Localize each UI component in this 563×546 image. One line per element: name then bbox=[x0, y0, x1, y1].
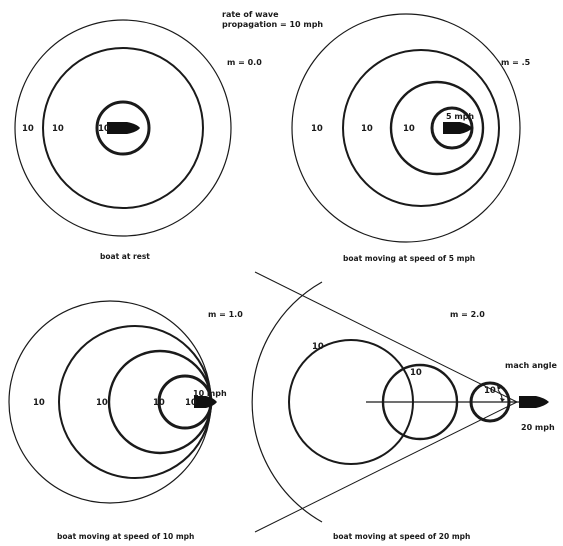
ring-label-middle: 10 bbox=[96, 398, 108, 408]
angle-label: mach angle bbox=[505, 361, 557, 370]
panel-caption: boat moving at speed of 5 mph bbox=[343, 254, 476, 263]
ring-label-middle: 10 bbox=[361, 124, 373, 134]
ring-label-inner: 10 bbox=[98, 124, 110, 134]
boat-icon bbox=[443, 122, 472, 134]
header-line-2: propagation = 10 mph bbox=[222, 20, 324, 29]
ring-label-outer: 10 bbox=[33, 398, 45, 408]
panel-caption: boat moving at speed of 20 mph bbox=[333, 532, 471, 541]
ring-label-third: 10 bbox=[153, 398, 165, 408]
ring-label-outer: 10 bbox=[22, 124, 34, 134]
speed-label: 20 mph bbox=[521, 423, 555, 432]
panel-caption: boat at rest bbox=[100, 252, 150, 261]
wave-cone-lower bbox=[255, 402, 517, 532]
ring-label-inner: 10 bbox=[185, 398, 197, 408]
mach-number-label: m = .5 bbox=[501, 58, 531, 67]
mach-number-label: m = 2.0 bbox=[450, 310, 485, 319]
panel-boat-5mph bbox=[292, 14, 531, 263]
ring-label-large: 10 bbox=[410, 368, 422, 378]
header-line-1: rate of wave bbox=[222, 10, 279, 19]
wave-ring-outer-arc bbox=[252, 282, 322, 522]
mach-number-label: m = 1.0 bbox=[208, 310, 243, 319]
ring-label-third: 10 bbox=[403, 124, 415, 134]
ring-label-middle: 10 bbox=[52, 124, 64, 134]
ring-label-outer: 10 bbox=[312, 342, 324, 352]
speed-label: 5 mph bbox=[446, 112, 475, 121]
panel-boat-at-rest bbox=[15, 20, 262, 261]
panel-caption: boat moving at speed of 10 mph bbox=[57, 532, 195, 541]
panel-boat-10mph bbox=[9, 301, 243, 541]
ring-label-middle: 10 bbox=[484, 386, 496, 396]
boat-icon bbox=[107, 122, 140, 134]
speed-label: 10 mph bbox=[193, 389, 227, 398]
mach-number-label: m = 0.0 bbox=[227, 58, 262, 67]
ring-label-outer: 10 bbox=[311, 124, 323, 134]
panel-boat-20mph bbox=[252, 272, 557, 541]
boat-icon bbox=[519, 396, 549, 408]
wave-cone-upper bbox=[255, 272, 517, 402]
